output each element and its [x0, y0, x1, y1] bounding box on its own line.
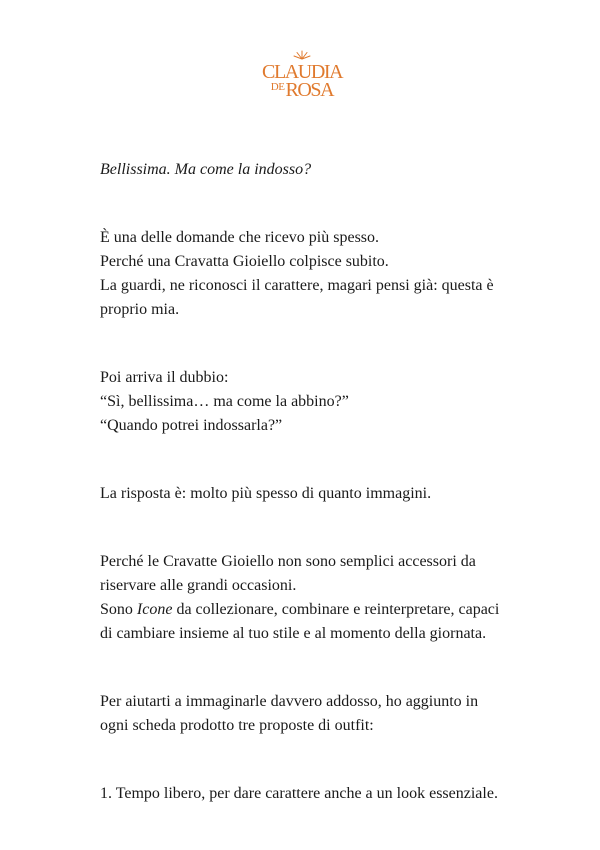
paragraph-list-item-1: 1. Tempo libero, per dare carattere anche a un look essenziale.: [100, 785, 498, 802]
paragraph-icons: [100, 550, 510, 646]
text-icone-rest: da collezionare, combinare e reinterpretare, capaci di cambiare insieme al tuo stile e al momento della giornata.: [100, 601, 500, 642]
paragraph-intro: [100, 226, 510, 322]
logo-text-claudia: CLAUDIA: [262, 61, 343, 83]
sun-logo-icon: [292, 50, 312, 60]
paragraph-line: Perché le Cravatte Gioiello non sono semplici accessori da riservare alle grandi occasioni.: [100, 553, 476, 594]
brand-logo[interactable]: [262, 50, 342, 102]
logo-text-de: DE: [270, 81, 285, 93]
paragraph-line: “Quando potrei indossarla?”: [100, 417, 283, 434]
logo-text-de-rosa: [262, 80, 342, 100]
paragraph-line: Poi arriva il dubbio:: [100, 369, 229, 386]
article-heading: Bellissima. Ma come la indosso?: [100, 161, 312, 178]
article-body: [100, 158, 510, 850]
paragraph-line: [100, 598, 510, 646]
paragraph-line: La guardi, ne riconosci il carattere, magari pensi già: questa è proprio mia.: [100, 277, 494, 318]
paragraph-line: Perché una Cravatta Gioiello colpisce subito.: [100, 253, 389, 270]
paragraph-doubt: [100, 366, 510, 438]
paragraph-answer: La risposta è: molto più spesso di quanto immagini.: [100, 485, 432, 502]
paragraph-outfit-intro: Per aiutarti a immaginarle davvero addosso, ho aggiunto in ogni scheda prodotto tre proposte di outfit:: [100, 693, 479, 734]
paragraph-line: È una delle domande che ricevo più spesso.: [100, 229, 380, 246]
paragraph-line: “Sì, bellissima… ma come la abbino?”: [100, 393, 349, 410]
text-sono: Sono: [100, 601, 137, 618]
text-icone-italic: Icone: [136, 601, 173, 618]
logo-text-rosa: ROSA: [285, 79, 334, 101]
